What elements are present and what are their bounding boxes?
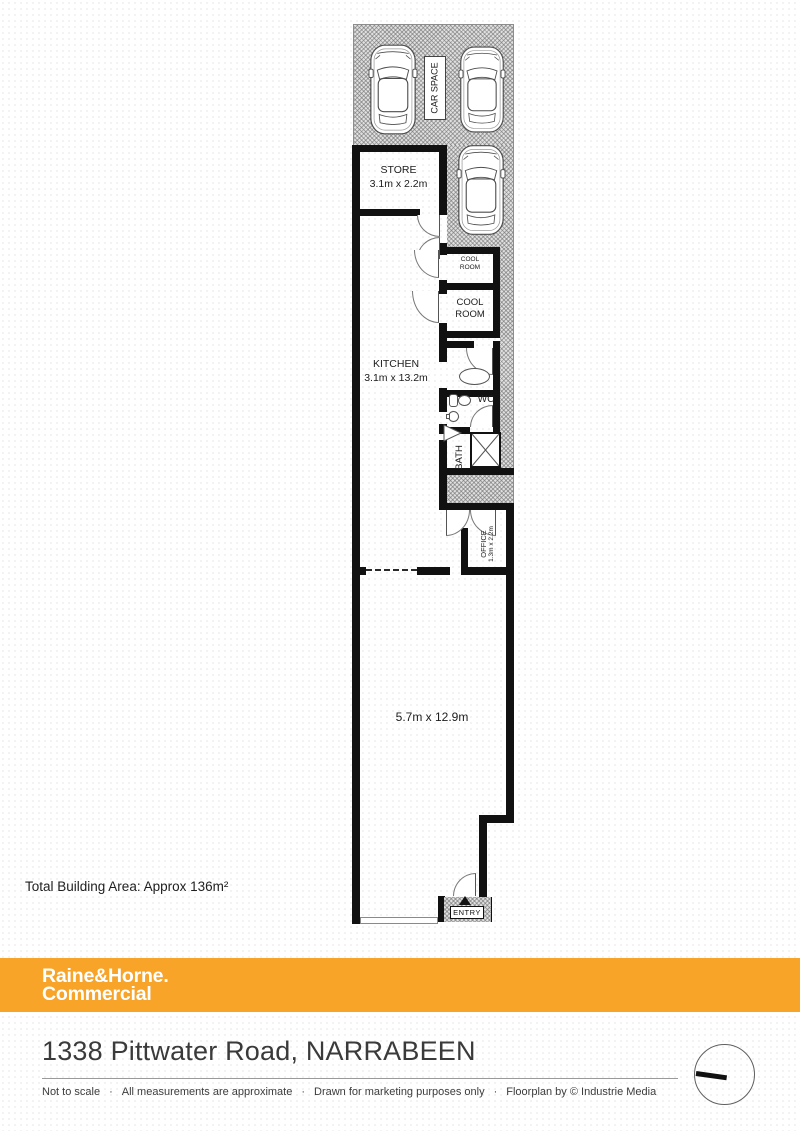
cool-room-small-line1: COOL (460, 256, 480, 263)
wall-office-top (439, 503, 514, 510)
disclaimer-item: Not to scale (42, 1086, 101, 1098)
entry-label-box (450, 906, 484, 919)
wc-label: WC (477, 394, 495, 405)
office-name: OFFICE (478, 530, 488, 558)
disclaimer-item: All measurements are approximate (121, 1086, 293, 1098)
disclaimer-item: Drawn for marketing purposes only (314, 1086, 485, 1098)
wall-wet-left-stub (439, 388, 447, 412)
cool-room-small-line2: ROOM (459, 264, 481, 271)
toilet-bowl-icon (458, 395, 471, 406)
cool-room-small-door (414, 250, 439, 278)
disclaimer-separator: · (109, 1086, 113, 1098)
kitchen-name: KITCHEN (372, 358, 420, 370)
entry-arrow-icon (459, 896, 471, 905)
cool-room-small-label (447, 256, 493, 272)
kitchen-label (352, 357, 440, 385)
footer-disclaimer (42, 1086, 656, 1098)
cool-room-large-line2: ROOM (455, 309, 485, 320)
bath-label-wrap (429, 444, 489, 470)
toilet-cistern-icon (449, 394, 458, 407)
wall-wet-left-stub (439, 341, 447, 362)
disclaimer-item: Floorplan by © Industrie Media (506, 1086, 657, 1098)
footer-divider (42, 1078, 678, 1079)
wall-left-exterior (352, 145, 360, 924)
total-building-area: Total Building Area: Approx 136m² (25, 879, 229, 894)
wall-coolroom-left-stub (439, 280, 447, 294)
wall-main-top-stub (352, 567, 366, 575)
office-label-wrap (472, 514, 502, 574)
store-double-door-upper (417, 215, 440, 237)
brand-logo-line2: Commercial (42, 983, 152, 1005)
cool-room-large-label (447, 297, 493, 321)
site-boundary-left (353, 24, 354, 145)
site-boundary-right (513, 24, 514, 503)
entry-door (453, 873, 476, 896)
brand-logo-line1: Raine&Horne. (42, 965, 169, 987)
wall-main-top-stub (417, 567, 450, 575)
car-icon (457, 140, 505, 240)
wall-store-top (352, 145, 447, 152)
kitchen-dims: 3.1m x 13.2m (364, 372, 428, 384)
car-icon (459, 40, 505, 139)
wall-coolroom-right (493, 247, 500, 338)
cool-room-large-door (412, 291, 439, 323)
car-space-label-box (424, 56, 446, 120)
basin-icon (459, 368, 490, 385)
shopfront-window (360, 917, 438, 924)
brand-logo (42, 967, 169, 1003)
site-boundary-top (353, 24, 514, 25)
disclaimer-separator: · (493, 1086, 498, 1098)
car-icon (369, 40, 417, 139)
wall-store-bottom (352, 209, 420, 216)
property-address: 1338 Pittwater Road, NARRABEEN (42, 1036, 476, 1066)
bath-label: BATH (453, 444, 465, 470)
cool-room-large-line1: COOL (456, 297, 484, 308)
store-label (352, 163, 445, 191)
office-dims: 1.3m x 2.2m (487, 526, 495, 562)
wc-door (470, 405, 493, 427)
side-hatch-block-c (447, 475, 513, 503)
entry-label: ENTRY (453, 908, 481, 917)
hand-sink-tap-icon (446, 414, 450, 419)
dashed-opening-line (366, 569, 417, 571)
wall-bath-bottom (439, 468, 514, 475)
store-name: STORE (380, 164, 417, 176)
wall-right-lower (479, 815, 487, 905)
wall-coolroom-top (439, 247, 500, 254)
brand-banner (0, 958, 800, 1012)
bath-door-leaf (443, 424, 463, 442)
side-hatch-strip-b (500, 248, 513, 475)
disclaimer-separator: · (301, 1086, 306, 1098)
main-area-dims: 5.7m x 12.9m (395, 710, 469, 724)
wall-coolroom-bottom (439, 331, 500, 338)
wall-coolroom-left-stub (439, 243, 447, 255)
store-dims: 3.1m x 2.2m (369, 178, 428, 190)
wall-right-exterior (506, 503, 514, 822)
car-space-label: CAR SPACE (430, 62, 441, 114)
